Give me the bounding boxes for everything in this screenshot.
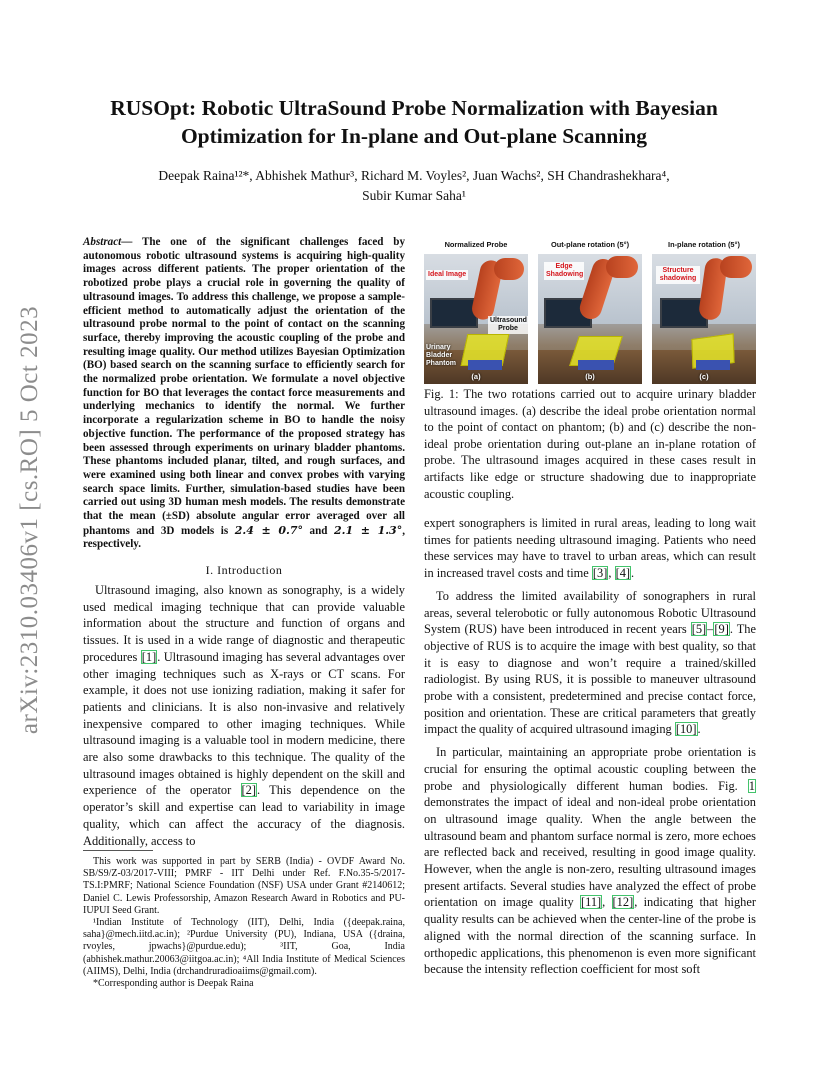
separator: . <box>631 566 635 581</box>
footnote-corresponding: *Corresponding author is Deepak Raina <box>93 978 254 990</box>
footnote-rule <box>83 850 153 851</box>
panel-b-label: (b) <box>585 372 595 381</box>
panel-c-photo <box>652 254 756 384</box>
authors-line-1: Deepak Raina¹²*, Abhishek Mathur³, Richard M. Voyles², Juan Wachs², SH Chandrashekhara⁴, <box>158 168 670 183</box>
paragraph-orientation <box>424 744 756 978</box>
section-heading-introduction: I. Introduction <box>205 563 283 577</box>
figure-1 <box>424 238 756 386</box>
abstract-and: and <box>303 524 334 537</box>
intro-text-c: . This dependence on the operator’s skill and expertise can lead to variability in image quality, which can affect the accuracy of the diagnosis. Additionally, access to <box>83 783 405 848</box>
text: To address the limited availability of sonographers in rural areas, several telerobotic or fully autonomous Robotic Ultrasound System (RUS) have been introduced in recent years <box>424 588 756 637</box>
intro-text-a: Ultrasound imaging, also known as sonography, is a widely used medical imaging technique that can provide valuable information about the structure and function of organs and tissues. It is used in a wide range of diagnostic and therapeutic procedures <box>83 583 405 664</box>
text: expert sonographers is limited in rural areas, leading to long wait times for patients needing ultrasound imaging. Patients who need these services may have to travel to urban areas, which can result in increased travel costs and time <box>424 516 756 581</box>
citation-link[interactable]: [9] <box>714 622 729 637</box>
figure-link[interactable]: 1 <box>748 778 755 793</box>
author-list <box>60 166 768 206</box>
footnote-affiliations: ¹Indian Institute of Technology (IIT), Delhi, India ({deepak.raina, saha}@mech.iitd.ac.in); ²Purdue University (PU), Indiana, USA ({draina, rvoyles, jpwachs}@purdue.edu); ³IIT, Goa, India (abhishek.mathur.20063@iitgoa.ac.in); ⁴All India Institute of Medical Sciences (AIIMS), Delhi, India (drchandruradioaiims@gmail.com). <box>83 917 405 977</box>
separator: , <box>602 895 612 910</box>
citation-link[interactable]: [4] <box>615 566 631 581</box>
citation-link[interactable]: [3] <box>592 566 608 581</box>
abstract-end: , respectively. <box>83 524 405 551</box>
text: . The objective of RUS is to acquire the image with best quality, so that it is easy to diagnose and won’t require a trained/skilled radiologist. By using RUS, it is possible to maneuver ultrasound probe with a consistent, predetermined and precise contact force, position and orientation. These are critical parameters that greatly impact the quality of acquired ultrasound imaging <box>424 622 756 737</box>
text: , indicating that higher quality results can be achieved when the center-line of the probe is aligned with the normal direction of the scanning surface. In orthopedic applications, this phenomenon is even more significant because the intensity reflection coefficient for most soft <box>424 895 756 977</box>
phantom-base <box>578 360 614 370</box>
panel-a-label: (a) <box>471 372 481 381</box>
abstract-value-1: 2.4 ± 0.7° <box>234 523 303 537</box>
panel-c-label: (c) <box>699 372 709 381</box>
robot-arm-joint <box>494 258 524 280</box>
abstract-value-2: 2.1 ± 1.3° <box>334 523 403 537</box>
label-ideal-image: Ideal Image <box>428 271 467 278</box>
panel-b-heading: Out-plane rotation (5°) <box>550 240 630 249</box>
citation-link[interactable]: [1] <box>141 649 157 664</box>
robot-arm-joint <box>606 256 638 278</box>
abstract <box>83 236 405 552</box>
label-urinary-bladder-phantom: Urinary Bladder Phantom <box>426 344 456 367</box>
panel-a-photo <box>424 254 528 384</box>
panel-b-photo <box>538 254 642 384</box>
right-column-text <box>424 515 756 984</box>
citation-link[interactable]: [10] <box>675 722 697 737</box>
abstract-label: Abstract <box>83 236 122 248</box>
citation-link[interactable]: [5] <box>691 622 707 637</box>
label-structure-shadowing: Structure shadowing <box>656 266 700 284</box>
footnotes <box>83 856 405 990</box>
intro-paragraph <box>83 582 405 849</box>
text: In particular, maintaining an appropriate probe orientation is crucial for ensuring the optimal acoustic coupling between the probe and physiologically different human bodies. Fig. <box>424 745 756 793</box>
intro-text-b: . Ultrasound imaging has several advantages over other imaging techniques such as X-rays or CT scans. For example, it does not use ionizing radiation, making it safer for patients and clinicians. It is also non-invasive and relatively inexpensive compared to other imaging techniques. While ultrasound imaging is a valuable tool in modern medicine, there are also some drawbacks to this technique. The quality of the ultrasound images obtained is highly dependent on the skill and experience of the operator <box>83 649 405 798</box>
authors-line-2: Subir Kumar Saha¹ <box>362 188 466 203</box>
monitor <box>430 298 478 328</box>
paper-title <box>60 94 768 150</box>
footnote-funding: This work was supported in part by SERB (India) - OVDF Award No. SB/S9/Z-03/2017-VIII; PMRF - IIT Delhi under Ref. F.No.35-5/2017-TS.I:PMRF; National Science Foundation (NSF) USA under Grant #2140612; Daniel C. Lewis Professorship, Amazon Research Award in Robotics and PU-IUPUI Seed Grant. <box>83 856 405 916</box>
panel-a-heading: Normalized Probe <box>444 240 508 249</box>
citation-link[interactable]: [12] <box>612 895 634 910</box>
citation-link[interactable]: [2] <box>241 783 256 798</box>
separator: . <box>697 722 701 737</box>
title-line-2: Optimization for In-plane and Out-plane Scanning <box>180 124 648 148</box>
label-ultrasound-probe: Ultrasound Probe <box>490 317 527 332</box>
separator: – <box>707 622 714 637</box>
paragraph-rus <box>424 588 756 738</box>
text: demonstrates the impact of ideal and non-ideal probe orientation on ultrasound image quality. When the angle between the ultrasound beam and phantom surface normal is zero, more echoes are reflected back and received, resulting in good image quality. However, when the angle is non-zero, resulting ultrasound images present artifacts. Several studies have analyzed the effect of probe orientation on image quality <box>424 795 756 910</box>
robot-arm-joint <box>720 256 752 278</box>
label-edge-shadowing: Edge Shadowing <box>546 263 584 278</box>
panel-c-heading: In-plane rotation (5°) <box>668 240 740 249</box>
citation-link[interactable]: [11] <box>580 895 602 910</box>
abstract-text: — The one of the significant challenges faced by autonomous robotic ultrasound systems is acquiring high-quality images across different patients. The proper orientation of the robotized probe plays a crucial role in governing the quality of ultrasound images. To address this challenge, we propose a sample-efficient method to automatically adjust the orientation of the ultrasound probe normal to the point of contact on the scanning surface, thereby improving the acoustic coupling of the probe and resulting image quality. Our method utilizes Bayesian Optimization (BO) based search on the scanning surface to efficiently search for the normalized probe orientation. We formulate a novel objective function for BO that leverages the contact force measurements and underlying mechanics to identify the normal. We further incorporate a regularization scheme in BO to handle the noisy objective function. The performance of the proposed strategy has been assessed through experiments on urinary bladder phantoms. These phantoms included planar, tilted, and rough surfaces, and were examined using both linear and convex probes with varying search space limits. Further, simulation-based studies have been carried out using 3D human mesh models. The results demonstrate that the mean (±SD) absolute angular error averaged over all phantoms and 3D models is <box>83 236 405 537</box>
title-line-1: RUSOpt: Robotic UltraSound Probe Normalization with Bayesian <box>110 96 718 120</box>
figure-1-caption: Fig. 1: The two rotations carried out to acquire urinary bladder ultrasound images. (a) describe the ideal probe orientation normal to the point of contact on phantom; (b) and (c) describe the non-ideal probe orientation during out-plane an in-plane rotation of probe. The ultrasound images acquired in these cases result in artifacts like edge or structure shadowing due to inappropriate acoustic coupling. <box>424 387 756 501</box>
phantom-base <box>468 360 502 370</box>
separator: , <box>608 566 615 581</box>
phantom-base <box>696 360 730 370</box>
arxiv-side-label: arXiv:2310.03406v1 [cs.RO] 5 Oct 2023 <box>16 305 43 735</box>
paragraph-continued <box>424 515 756 582</box>
